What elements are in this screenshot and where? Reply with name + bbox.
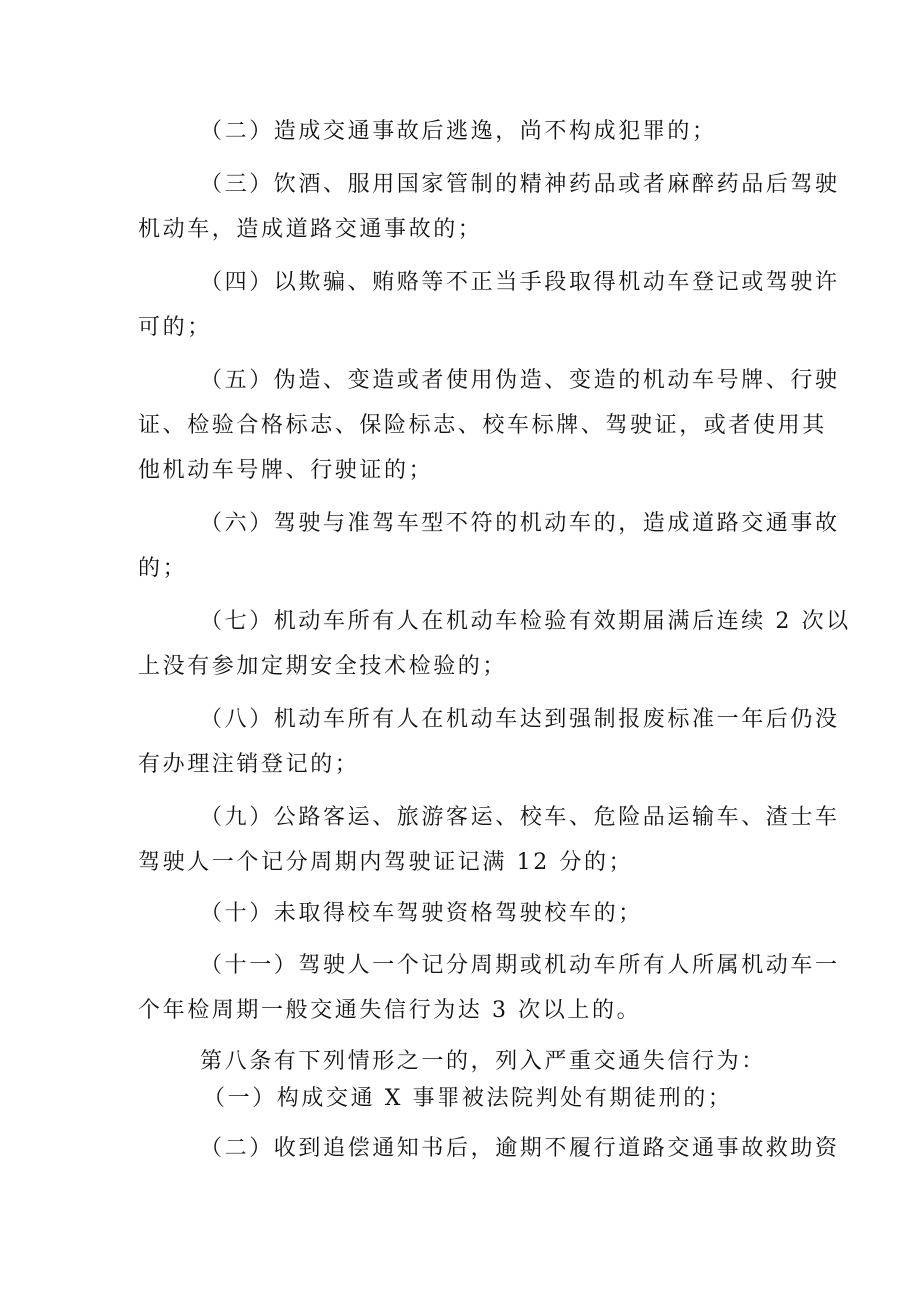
clause-9-line-2: 驾驶人一个记分周期内驾驶证记满 12 分的； bbox=[138, 850, 634, 875]
clause-5-line-1: （五）伪造、变造或者使用伪造、变造的机动车号牌、行驶 bbox=[200, 368, 840, 393]
clause-11-line-2: 个年检周期一般交通失信行为达 3 次以上的。 bbox=[138, 998, 642, 1023]
clause-4-line-1: （四）以欺骗、贿赂等不正当手段取得机动车登记或驾驶许 bbox=[200, 270, 840, 295]
clause-4-line-2: 可的； bbox=[138, 315, 212, 340]
clause-3-line-2: 机动车，造成道路交通事故的； bbox=[138, 217, 483, 242]
clause-8-line-2: 有办理注销登记的； bbox=[138, 752, 360, 777]
clause-3-line-1: （三）饮酒、服用国家管制的精神药品或者麻醉药品后驾驶 bbox=[200, 172, 840, 197]
clause-5-line-3: 他机动车号牌、行驶证的； bbox=[138, 458, 434, 483]
clause-2-escape: （二）造成交通事故后逃逸，尚不构成犯罪的； bbox=[200, 119, 717, 144]
clause-10: （十）未取得校车驾驶资格驾驶校车的； bbox=[200, 901, 643, 926]
clause-8-line-1: （八）机动车所有人在机动车达到强制报废标准一年后仍没 bbox=[200, 707, 840, 732]
clause-7-line-2: 上没有参加定期安全技术检验的； bbox=[138, 654, 508, 679]
clause-11-line-1: （十一）驾驶人一个记分周期或机动车所有人所属机动车一 bbox=[200, 953, 840, 978]
article-8-heading: 第八条有下列情形之一的，列入严重交通失信行为： bbox=[200, 1049, 766, 1074]
clause-5-line-2: 证、检验合格标志、保险标志、校车标牌、驾驶证，或者使用其 bbox=[138, 413, 827, 438]
clause-9-line-1: （九）公路客运、旅游客运、校车、危险品运输车、渣士车 bbox=[200, 805, 840, 830]
article-8-clause-1: （一）构成交通 X 事罪被法院判处有期徒刑的； bbox=[203, 1086, 733, 1111]
article-8-clause-2: （二）收到追偿通知书后，逾期不履行道路交通事故救助资 bbox=[200, 1136, 840, 1161]
clause-6-line-1: （六）驾驶与准驾车型不符的机动车的，造成道路交通事故 bbox=[200, 511, 840, 536]
clause-6-line-2: 的； bbox=[138, 556, 188, 581]
clause-7-line-1: （七）机动车所有人在机动车检验有效期届满后连续 2 次以 bbox=[200, 609, 851, 634]
